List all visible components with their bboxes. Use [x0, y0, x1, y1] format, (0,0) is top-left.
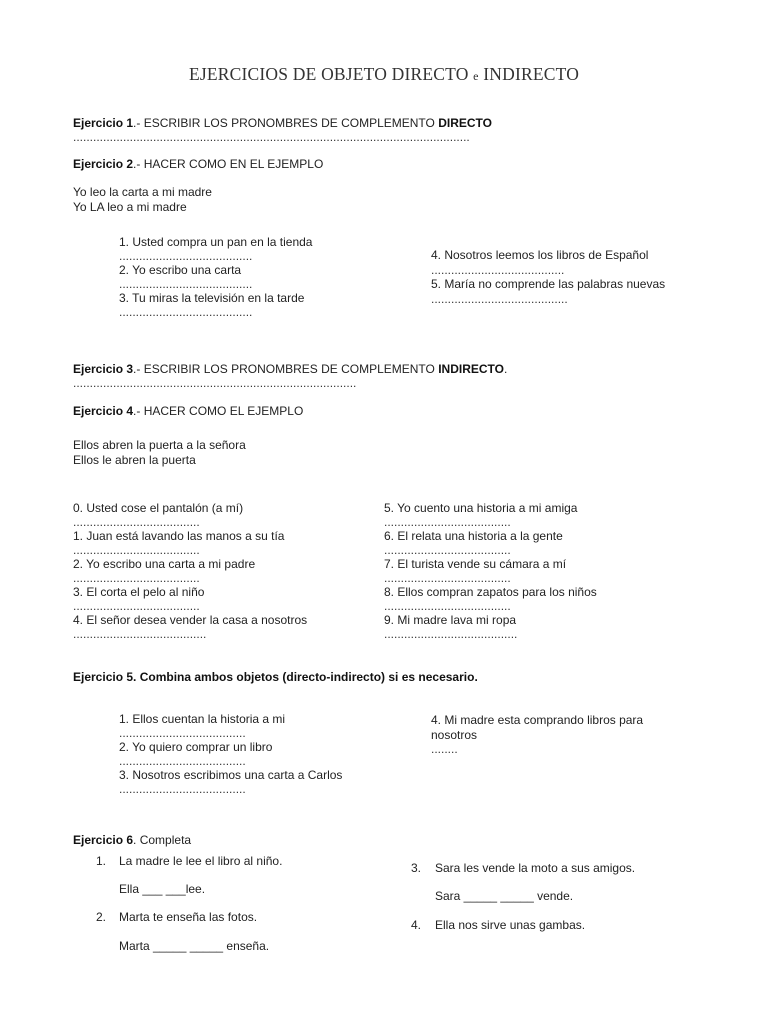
- answer-line: ......................................: [73, 515, 200, 529]
- list-item: 9. Mi madre lava mi ropa: [384, 613, 517, 627]
- exercise-3-period: .: [504, 362, 508, 376]
- exercise-6-item-2-number: 2.: [96, 910, 107, 924]
- exercise-1-heading: [73, 116, 492, 130]
- title-part-b: INDIRECTO: [483, 64, 580, 84]
- list-item: 0. Usted cose el pantalón (a mí): [73, 501, 244, 515]
- answer-line: ........................................: [119, 305, 253, 319]
- title-part-a: EJERCICIOS DE OBJETO DIRECTO: [188, 64, 469, 84]
- exercise-2-example: [73, 185, 212, 215]
- answer-line: ........................................: [119, 249, 253, 263]
- exercise-3-label: Ejercicio 3: [73, 362, 134, 376]
- exercise-6-item-3-number: 3.: [411, 861, 422, 875]
- answer-line: ......................................: [384, 571, 511, 585]
- answer-line: ......................................: [384, 515, 511, 529]
- exercise-6-item-4-sentence: Ella nos sirve unas gambas.: [435, 918, 586, 932]
- exercise-3-heading: [73, 362, 507, 376]
- exercise-4-list-right: [384, 501, 597, 641]
- list-item: 3. El corta el pelo al niño: [73, 585, 205, 599]
- list-item: 4. Mi madre esta comprando libros para: [431, 713, 644, 727]
- answer-line: ........................................: [73, 627, 207, 641]
- exercise-2-list-right: [431, 248, 665, 306]
- exercise-6-item-1-sentence: La madre le lee el libro al niño.: [119, 854, 283, 868]
- exercise-2-label: Ejercicio 2: [73, 157, 134, 171]
- exercise-6-item-1-number: 1.: [96, 854, 107, 868]
- exercise-5-heading: [73, 670, 478, 684]
- list-item: 5. María no comprende las palabras nuevas: [431, 277, 666, 291]
- answer-line: ......................................: [73, 571, 200, 585]
- list-item: 1. Ellos cuentan la historia a mi: [119, 712, 286, 726]
- list-item: 1. Usted compra un pan en la tienda: [119, 235, 313, 249]
- example-sentence: Ellos abren la puerta a la señora: [73, 438, 246, 452]
- exercise-1-keyword: DIRECTO: [438, 116, 493, 130]
- exercise-6-item-3-sentence: Sara les vende la moto a sus amigos.: [435, 861, 636, 875]
- exercise-4-heading: [73, 404, 303, 418]
- list-item: 2. Yo quiero comprar un libro: [119, 740, 273, 754]
- example-answer: Ellos le abren la puerta: [73, 453, 196, 467]
- list-item: 4. El señor desea vender la casa a nosotros: [73, 613, 308, 627]
- answer-line: ......................................: [73, 599, 200, 613]
- exercise-4-instruction: .- HACER COMO EL EJEMPLO: [133, 404, 304, 418]
- list-item: 7. El turista vende su cámara a mí: [384, 557, 567, 571]
- answer-line: .........................................: [431, 291, 568, 306]
- list-item: 5. Yo cuento una historia a mi amiga: [384, 501, 578, 515]
- list-item: 3. Tu miras la televisión en la tarde: [119, 291, 305, 305]
- exercise-5-title: Ejercicio 5. Combina ambos objetos (directo-indirecto) si es necesario.: [73, 670, 478, 684]
- exercise-6-label: Ejercicio 6: [73, 833, 134, 847]
- title-conjunction: e: [473, 69, 479, 83]
- exercise-4-label: Ejercicio 4: [73, 404, 134, 418]
- exercise-6-heading: [73, 833, 191, 847]
- exercise-6-item-2-sentence: Marta te enseña las fotos.: [119, 910, 258, 924]
- exercise-4-example: [73, 438, 246, 468]
- answer-line: ........: [431, 742, 458, 756]
- exercise-3-answer-line: .....................................................................................: [73, 376, 357, 390]
- exercise-6-item-2-answer: Marta _____ _____ enseña.: [119, 939, 270, 953]
- list-item: 6. El relata una historia a la gente: [384, 529, 563, 543]
- answer-line: ......................................: [384, 543, 511, 557]
- example-answer: Yo LA leo a mi madre: [73, 200, 187, 214]
- answer-line: ......................................: [119, 726, 246, 740]
- exercise-6-item-4-number: 4.: [411, 918, 422, 932]
- page-title: [0, 64, 768, 85]
- exercise-1-answer-line: .......................................................................................................................: [73, 130, 470, 144]
- exercise-6-instruction: . Completa: [133, 833, 192, 847]
- list-item: 2. Yo escribo una carta a mi padre: [73, 557, 256, 571]
- exercise-4-list-left: [73, 501, 307, 641]
- answer-line: ......................................: [119, 782, 246, 796]
- example-sentence: Yo leo la carta a mi madre: [73, 185, 212, 199]
- exercise-2-instruction: .- HACER COMO EN EL EJEMPLO: [133, 157, 324, 171]
- list-item: 3. Nosotros escribimos una carta a Carlos: [119, 768, 343, 782]
- answer-line: ........................................: [119, 277, 253, 291]
- exercise-1-instruction: .- ESCRIBIR LOS PRONOMBRES DE COMPLEMENTO: [133, 116, 439, 130]
- answer-line: ........................................: [384, 627, 518, 641]
- exercise-3-instruction: .- ESCRIBIR LOS PRONOMBRES DE COMPLEMENTO: [133, 362, 439, 376]
- answer-line: ......................................: [384, 599, 511, 613]
- list-item: 4. Nosotros leemos los libros de Español: [431, 248, 649, 262]
- exercise-6-item-1-answer: Ella ___ ___lee.: [119, 882, 206, 896]
- list-item: 1. Juan está lavando las manos a su tía: [73, 529, 285, 543]
- answer-line: ........................................: [431, 262, 565, 277]
- exercise-2-heading: [73, 157, 323, 171]
- exercise-5-list-right: [431, 713, 643, 757]
- exercise-5-list-left: [119, 712, 342, 796]
- answer-line: ......................................: [119, 754, 246, 768]
- exercise-2-list-left: [119, 235, 312, 319]
- exercise-3-keyword: INDIRECTO: [438, 362, 505, 376]
- list-item: 2. Yo escribo una carta: [119, 263, 242, 277]
- exercise-6-item-3-answer: Sara _____ _____ vende.: [435, 889, 574, 903]
- answer-line: ......................................: [73, 543, 200, 557]
- list-item-continued: nosotros: [431, 727, 478, 742]
- exercise-1-label: Ejercicio 1: [73, 116, 134, 130]
- list-item: 8. Ellos compran zapatos para los niños: [384, 585, 597, 599]
